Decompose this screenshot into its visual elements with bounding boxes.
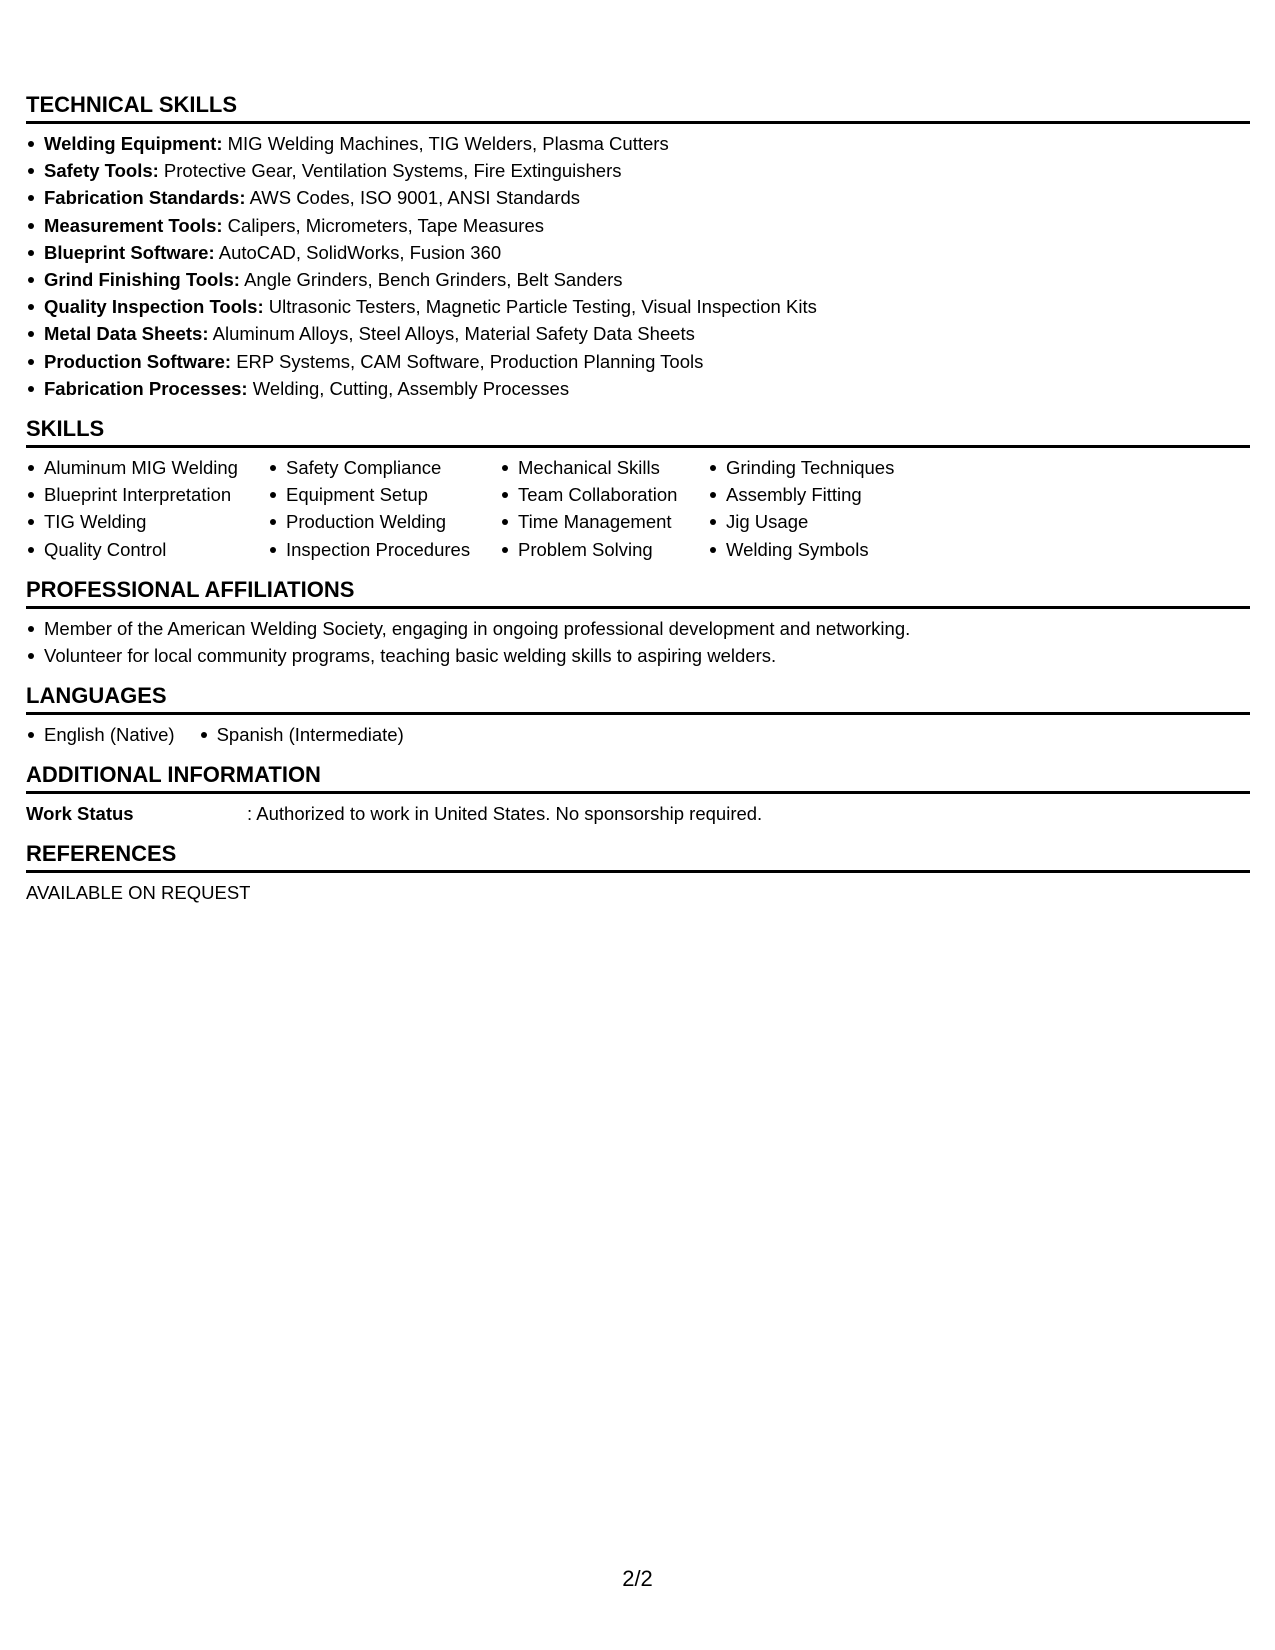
skill-category-label: Fabrication Processes:: [44, 377, 248, 399]
skill-item: Equipment Setup: [268, 481, 478, 508]
additional-information-section: [26, 762, 1250, 827]
skill-item: Safety Compliance: [268, 454, 478, 481]
skills-grid: [26, 454, 1250, 563]
list-item: [26, 239, 1250, 266]
list-item: [26, 212, 1250, 239]
affiliations-section: [26, 577, 1250, 669]
skills-column: [268, 454, 478, 563]
skill-category-label: Production Software:: [44, 350, 232, 372]
section-title-references: REFERENCES: [26, 841, 1250, 873]
section-title-affiliations: PROFESSIONAL AFFILIATIONS: [26, 577, 1250, 609]
skill-item: Inspection Procedures: [268, 536, 478, 563]
skill-category-text: AWS Codes, ISO 9001, ANSI Standards: [245, 187, 581, 209]
skill-item: Time Management: [500, 508, 686, 535]
skill-category-label: Metal Data Sheets:: [44, 323, 209, 345]
skill-item: Grinding Techniques: [708, 454, 908, 481]
skill-category-label: Blueprint Software:: [44, 241, 215, 263]
skill-item: Aluminum MIG Welding: [26, 454, 246, 481]
skill-category-text: MIG Welding Machines, TIG Welders, Plasma Cutters: [222, 133, 669, 154]
skill-category-text: Welding, Cutting, Assembly Processes: [247, 377, 570, 399]
skill-item: Welding Symbols: [708, 536, 908, 563]
skill-category-text: Aluminum Alloys, Steel Alloys, Material Safety Data Sheets: [208, 323, 695, 345]
skill-item: Problem Solving: [500, 536, 686, 563]
skill-item: Assembly Fitting: [708, 481, 908, 508]
skills-section: [26, 416, 1250, 563]
list-item: [26, 320, 1250, 347]
skill-category-label: Welding Equipment:: [44, 133, 223, 154]
list-item: [26, 184, 1250, 211]
list-item: [26, 157, 1250, 184]
technical-skills-section: [26, 92, 1250, 402]
skill-item: Quality Control: [26, 536, 246, 563]
list-item: [26, 293, 1250, 320]
skill-category-text: Ultrasonic Testers, Magnetic Particle Testing, Visual Inspection Kits: [263, 296, 817, 318]
section-title-languages: LANGUAGES: [26, 683, 1250, 715]
skills-column: [500, 454, 686, 563]
resume-page: [26, 92, 1250, 906]
work-status-row: [26, 800, 1250, 827]
skill-item: Jig Usage: [708, 508, 908, 535]
skill-item: Blueprint Interpretation: [26, 481, 246, 508]
skill-category-label: Safety Tools:: [44, 160, 159, 182]
affiliation-item: Volunteer for local community programs, teaching basic welding skills to aspiring welders.: [26, 642, 1250, 669]
languages-list: [26, 721, 1250, 748]
language-item: Spanish (Intermediate): [199, 721, 404, 748]
affiliation-item: Member of the American Welding Society, engaging in ongoing professional development and networking.: [26, 615, 1250, 642]
skill-category-text: Angle Grinders, Bench Grinders, Belt Sanders: [239, 269, 623, 291]
references-section: [26, 841, 1250, 906]
list-item: [26, 375, 1250, 402]
section-title-skills: SKILLS: [26, 416, 1250, 448]
skill-category-text: ERP Systems, CAM Software, Production Planning Tools: [231, 350, 704, 372]
skill-category-text: AutoCAD, SolidWorks, Fusion 360: [214, 241, 502, 263]
skill-category-label: Fabrication Standards:: [44, 187, 246, 209]
page-number: 2/2: [622, 1566, 653, 1591]
skill-category-label: Quality Inspection Tools:: [44, 296, 264, 318]
affiliations-list: [26, 615, 1250, 669]
list-item: [26, 130, 1250, 157]
list-item: [26, 348, 1250, 375]
work-status-label: Work Status: [26, 803, 134, 825]
skills-column: [26, 454, 246, 563]
skill-item: Production Welding: [268, 508, 478, 535]
skill-item: Team Collaboration: [500, 481, 686, 508]
section-title-technical-skills: TECHNICAL SKILLS: [26, 92, 1250, 124]
section-title-additional-information: ADDITIONAL INFORMATION: [26, 762, 1250, 794]
skill-item: Mechanical Skills: [500, 454, 686, 481]
technical-skills-list: [26, 130, 1250, 402]
languages-section: [26, 683, 1250, 748]
skill-category-label: Measurement Tools:: [44, 214, 223, 236]
skill-category-text: Protective Gear, Ventilation Systems, Fire Extinguishers: [158, 160, 622, 182]
skill-category-text: Calipers, Micrometers, Tape Measures: [222, 214, 544, 236]
language-item: English (Native): [26, 721, 175, 748]
skills-column: [708, 454, 908, 563]
skill-item: TIG Welding: [26, 508, 246, 535]
skill-category-label: Grind Finishing Tools:: [44, 269, 240, 291]
references-text: AVAILABLE ON REQUEST: [26, 882, 251, 904]
list-item: [26, 266, 1250, 293]
work-status-value: : Authorized to work in United States. No sponsorship required.: [247, 803, 763, 825]
